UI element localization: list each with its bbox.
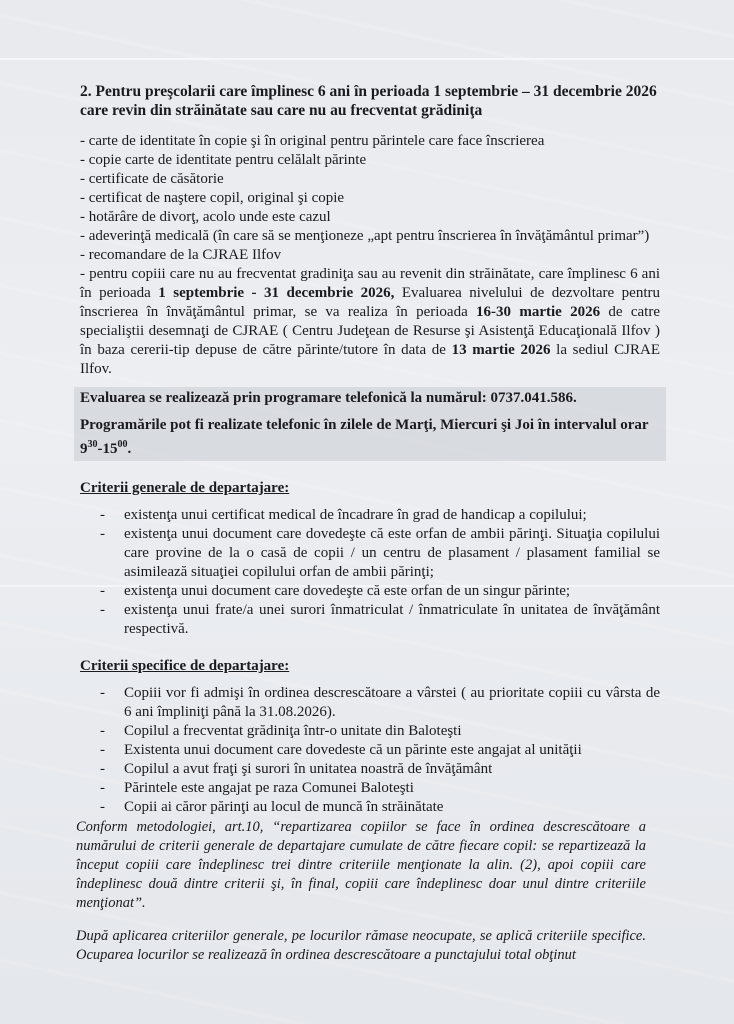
time-end-minutes: 00 [117,439,128,450]
specific-criteria-list [80,684,660,817]
requirement-item: - certificate de căsătorie [80,171,224,187]
phone-line: Evaluarea se realizează prin programare telefonică la numărul: 0737.041.586. [80,390,577,406]
requirement-item: - copie carte de identitate pentru celălalt părinte [80,152,367,168]
requirement-item: - hotărâre de divorţ, acolo unde este cazul [80,209,331,225]
time-start: 9 [80,441,88,457]
specific-criteria-item: - Copilul a avut fraţi şi surori în unitatea noastră de învăţământ [100,760,660,779]
general-criteria-item: - existenţa unui certificat medical de încadrare în grad de handicap a copilului; [100,506,660,525]
requirement-item: - certificat de naştere copil, original şi copie [80,190,345,206]
evaluation-text: la sediul CJRAE Ilfov. [80,342,661,377]
general-criteria-title: Criterii generale de departajare: [80,480,290,496]
general-criteria-item: - existenţa unui frate/a unei surori înmatriculat / înmatriculate în unitatea de învăţământ respectivă. [100,601,660,639]
time-start-minutes: 30 [87,439,98,450]
schedule-text: Programările pot fi realizate telefonic în zilele de Marţi, Miercuri şi Joi în intervalul orar [80,417,649,433]
evaluation-submission-date: 13 martie 2026 [451,342,551,358]
time-period: . [127,441,132,457]
evaluation-text: - pentru copiii care nu au frecventat gradiniţa sau au revenit din străinătate, care împlinesc 6 ani în perioada [80,266,660,301]
general-criteria-item: - existenţa unui document care dovedeşte că este orfan de ambii părinţi. Situaţia copilului care provine de la o casă de copii / un centru de plasament / plasament familial se asimilează situaţiei copilului orfan de ambii părinţi; [100,525,660,582]
evaluation-text: Evaluarea nivelului de dezvoltare pentru înscrierea în învăţământul primar, se va realiza în perioada [80,285,660,320]
requirement-item: - adeverinţă medicală (în care să se menţioneze „apt pentru înscrierea în învăţământul primar”) [80,228,650,244]
requirement-item: - carte de identitate în copie şi în original pentru părintele care face înscrierea [80,133,545,149]
general-criteria-list [80,506,660,639]
evaluation-period: 16-30 martie 2026 [476,304,601,320]
specific-criteria-title: Criterii specifice de departajare: [80,658,290,674]
evaluation-date-range: 1 septembrie - 31 decembrie 2026, [158,285,395,301]
methodology-paragraph: Conform metodologiei, art.10, “repartizarea copiilor se face în ordinea descrescătoare a numărului de criterii generale de departajare cumulate de către fiecare copil: se repartizează la început copiii care îndeplinesc trei dintre criteriile menţionate la alin. (2), apoi copiii care îndeplinesc două dintre criterii şi, în final, copiii care îndeplinesc doar unul dintre criteriile menţionat”. [76,819,646,911]
specific-criteria-item: - Copii ai căror părinţi au locul de muncă în străinătate [100,798,660,817]
specific-criteria-item: - Părintele este angajat pe raza Comunei Baloteşti [100,779,660,798]
section-heading: 2. Pentru preşcolarii care împlinesc 6 ani în perioada 1 septembrie – 31 decembrie 2026 care revin din străinătate sau care nu au frecventat grădiniţa [80,83,657,119]
requirement-item: - recomandare de la CJRAE Ilfov [80,247,282,263]
specific-criteria-item: - Existenta unui document care dovedeste că un părinte este angajat al unităţii [100,741,660,760]
specific-criteria-item: - Copilul a frecventat grădiniţa într-o unitate din Baloteşti [100,722,660,741]
general-criteria-item: - existenţa unui document care dovedeşte că este orfan de un singur părinte; [100,582,660,601]
highlight-box [74,387,666,461]
fold-line [0,58,734,60]
requirements-list [80,132,660,379]
methodology-block [76,818,646,965]
schedule-line [80,416,660,459]
specific-criteria-item: - Copiii vor fi admişi în ordinea descrescătoare a vârstei ( au prioritate copiii cu vârsta de 6 ani împliniţi până la 31.08.2026). [100,684,660,722]
methodology-paragraph: După aplicarea criteriilor generale, pe locurilor rămase neocupate, se aplică criteriile specifice. Ocuparea locurilor se realizează în ordinea descrescătoare a punctajului total obţinut [76,928,646,963]
document-body [80,82,660,817]
time-end-hour: -15 [97,441,118,457]
evaluation-text: de catre specialiştii desemnaţi de CJRAE ( Centru Judeţean de Resurse şi Asistenţă Educaţională Ilfov ) în baza cererii-tip depuse de către părinte/tutore în data de [80,304,661,358]
evaluation-paragraph [80,265,660,379]
